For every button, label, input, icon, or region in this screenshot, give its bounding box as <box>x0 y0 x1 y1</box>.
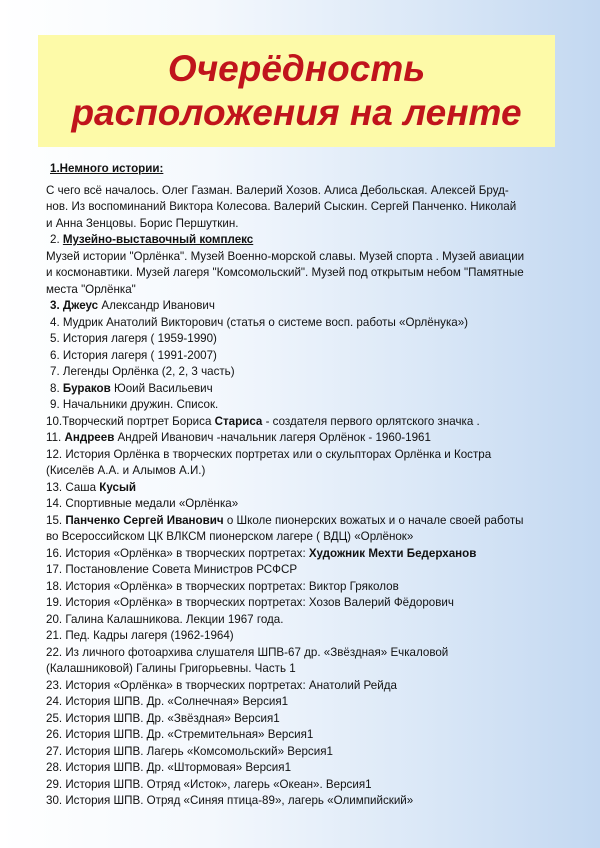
list-item-29: 29. История ШПВ. Отряд «Исток», лагерь «Океан». Версия1 <box>46 777 372 791</box>
list-item-9: 9. Начальники дружин. Список. <box>50 398 219 411</box>
section-1-text-line: и Анна Зенцовы. Борис Першуткин. <box>46 216 239 230</box>
list-item-15 <box>46 513 566 530</box>
title-line-1: Очерёдность <box>167 48 426 89</box>
list-item-26: 26. История ШПВ. Др. «Стремительная» Версия1 <box>46 728 314 741</box>
list-item-16-bold: Художник Мехти Бедерханов <box>308 546 477 560</box>
list-item-18: 18. История «Орлёнка» в творческих портретах: Виктор Гряколов <box>46 579 399 593</box>
list-item-20: 20. Галина Калашникова. Лекции 1967 года. <box>46 612 284 626</box>
list-item-30: 30. История ШПВ. Отряд «Синяя птица-89», лагерь «Олимпийский» <box>46 794 414 807</box>
section-1-text-line: С чего всё началось. Олег Газман. Валерий Хозов. Алиса Дебольская. Алексей Бруд- <box>46 183 509 197</box>
list-item-11-rest: Андрей Иванович -начальник лагеря Орлёнок - 1960-1961 <box>114 431 431 444</box>
list-item-11 <box>46 430 566 447</box>
section-2-text-line: места "Орлёнка" <box>46 282 136 296</box>
list-item-5: 5. История лагеря ( 1959-1990) <box>50 332 217 345</box>
list-item-22-cont: (Калашниковой) Галины Григорьевны. Часть 1 <box>46 662 296 675</box>
list-item-23: 23. История «Орлёнка» в творческих портретах: Анатолий Рейда <box>46 678 397 692</box>
list-item-8-num: 8. <box>50 381 63 395</box>
list-item-21: 21. Пед. Кадры лагеря (1962-1964) <box>46 629 234 642</box>
list-item-12-cont: (Киселёв А.А. и Алымов А.И.) <box>46 464 206 477</box>
list-item-13 <box>46 480 566 497</box>
list-item-11-num: 11. <box>46 431 65 444</box>
list-item-3-rest: Александр Иванович <box>98 299 215 312</box>
title-line-2: расположения на ленте <box>71 92 522 133</box>
list-item-16-pre: 16. История «Орлёнка» в творческих портретах: <box>46 546 309 560</box>
section-2-text-line: Музей истории "Орлёнка". Музей Военно-морской славы. Музей спорта . Музей авиации <box>46 249 525 263</box>
list-item-22: 22. Из личного фотоархива слушателя ШПВ-67 др. «Звёздная» Ечкаловой <box>46 645 449 659</box>
section-1-heading: 1.Немного истории: <box>50 162 164 175</box>
list-item-8-rest: Юоий Васильевич <box>110 381 213 395</box>
list-item-8-bold: Бураков <box>62 381 111 395</box>
list-item-8 <box>46 381 566 398</box>
section-2-heading-line <box>46 232 566 249</box>
list-item-10 <box>46 414 566 431</box>
list-item-10-pre: 10.Творческий портрет Бориса <box>46 414 215 428</box>
list-item-7: 7. Легенды Орлёнка (2, 2, 3 часть) <box>50 365 235 378</box>
list-item-15-bold: Панченко Сергей Иванович <box>65 513 224 527</box>
list-item-10-bold: Стариса <box>214 414 263 428</box>
list-item-12: 12. История Орлёнка в творческих портретах или о скульпторах Орлёнка и Костра <box>46 447 492 461</box>
list-item-17: 17. Постановление Совета Министров РСФСР <box>46 563 298 576</box>
contents-list <box>46 161 566 810</box>
list-item-14: 14. Спортивные медали «Орлёнка» <box>46 497 239 510</box>
list-item-19: 19. История «Орлёнка» в творческих портретах: Хозов Валерий Фёдорович <box>46 596 454 609</box>
title-banner <box>38 35 555 147</box>
list-item-13-bold: Кусый <box>99 480 136 494</box>
list-item-25: 25. История ШПВ. Др. «Звёздная» Версия1 <box>46 711 280 725</box>
section-2-heading: Музейно-выставочный комплекс <box>62 233 254 246</box>
list-item-24: 24. История ШПВ. Др. «Солнечная» Версия1 <box>46 695 289 708</box>
list-item-11-bold: Андреев <box>64 431 115 444</box>
list-item-4: 4. Мудрик Анатолий Викторович (статья о системе восп. работы «Орлёнука») <box>50 315 469 329</box>
list-item-3 <box>46 298 566 315</box>
section-2-number: 2. <box>50 233 63 246</box>
list-item-27: 27. История ШПВ. Лагерь «Комсомольский» Версия1 <box>46 744 333 758</box>
list-item-16 <box>46 546 566 563</box>
list-item-6: 6. История лагеря ( 1991-2007) <box>50 348 217 362</box>
list-item-3-bold: 3. Джеус <box>50 299 99 312</box>
list-item-10-rest: - создателя первого орлятского значка . <box>262 414 480 428</box>
section-1-text-line: нов. Из воспоминаний Виктора Колесова. Валерий Сыскин. Сергей Панченко. Николай <box>46 200 517 213</box>
list-item-15-cont: во Всероссийском ЦК ВЛКСМ пионерском лагере ( ВДЦ) «Орлёнок» <box>46 530 414 543</box>
section-2-text-line: и космонавтики. Музей лагеря "Комсомольский". Музей под открытым небом "Памятные <box>46 266 524 279</box>
list-item-15-rest: о Школе пионерских вожатых и о начале своей работы <box>223 513 524 527</box>
list-item-15-num: 15. <box>46 513 66 527</box>
list-item-13-pre: 13. Саша <box>46 480 100 494</box>
list-item-28: 28. История ШПВ. Др. «Штормовая» Версия1 <box>46 761 292 774</box>
